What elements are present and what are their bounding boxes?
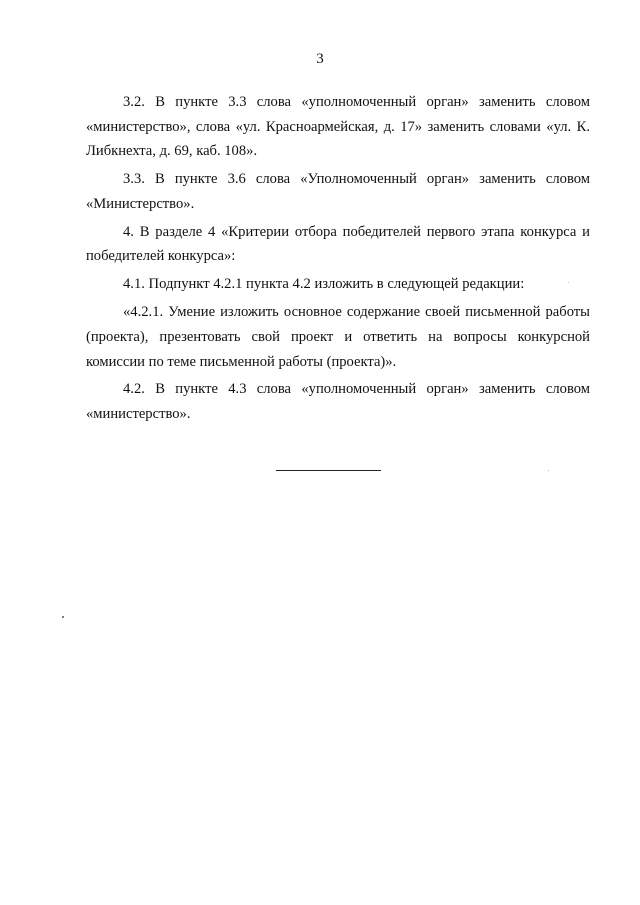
document-body <box>86 90 590 430</box>
paragraph-4-2-1-quote: «4.2.1. Умение изложить основное содержание своей письменной работы (проекта), презентовать свой проект и ответить на вопросы конкурсной комиссии по теме письменной работы (проекта)». <box>86 304 590 370</box>
scan-speck <box>62 616 64 618</box>
paragraph-4: 4. В разделе 4 «Критерии отбора победителей первого этапа конкурса и победителей конкурса»: <box>86 223 590 265</box>
scan-speck <box>548 470 549 471</box>
paragraph-4-2: 4.2. В пункте 4.3 слова «уполномоченный орган» заменить словом «министерство». <box>86 381 590 423</box>
paragraph-3-3: 3.3. В пункте 3.6 слова «Уполномоченный орган» заменить словом «Министерство». <box>86 171 590 212</box>
paragraph-4-1: 4.1. Подпункт 4.2.1 пункта 4.2 изложить в следующей редакции: <box>123 276 525 293</box>
scan-speck <box>568 282 569 283</box>
paragraph-3-2: 3.2. В пункте 3.3 слова «уполномоченный орган» заменить словом «министерство», слова «ул. Красноармейская, д. 17» заменить словами «ул. К. Либкнехта, д. 69, каб. 108». <box>86 94 590 160</box>
end-separator-line <box>276 470 381 471</box>
page-number: 3 <box>316 51 324 67</box>
